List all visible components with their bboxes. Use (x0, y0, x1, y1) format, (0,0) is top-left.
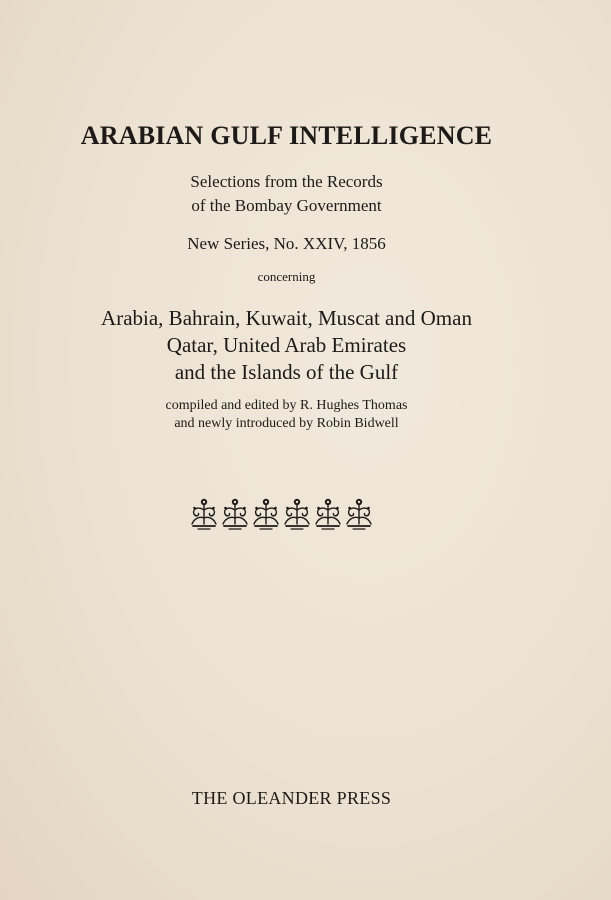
regions-line-2: Qatar, United Arab Emirates (166, 333, 407, 357)
credit-line-introduction: and newly introduced by Robin Bidwell (174, 416, 399, 431)
fleuron-ornament-icon (188, 496, 376, 532)
book-title: ARABIAN GULF INTELLIGENCE (80, 121, 493, 150)
regions-line-1: Arabia, Bahrain, Kuwait, Muscat and Oman (101, 306, 472, 330)
concerning-line: concerning (257, 269, 316, 284)
subtitle-line-2: of the Bombay Government (191, 196, 382, 215)
series-line: New Series, No. XXIV, 1856 (187, 234, 386, 253)
publisher-name: THE OLEANDER PRESS (191, 788, 392, 808)
regions-line-3: and the Islands of the Gulf (174, 360, 399, 384)
subtitle-line-1: Selections from the Records (190, 172, 383, 191)
credit-line-editor: compiled and edited by R. Hughes Thomas (165, 398, 408, 413)
